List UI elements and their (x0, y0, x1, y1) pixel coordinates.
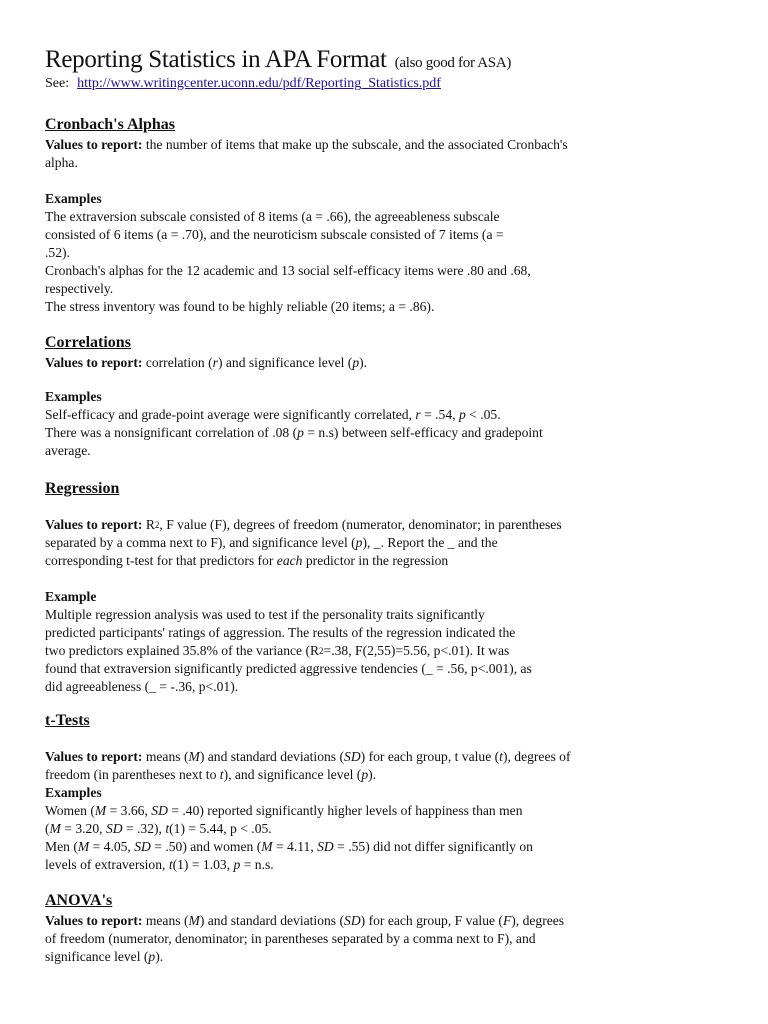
regression-example-label: Example (45, 589, 97, 604)
values-label: Values to report: (45, 913, 143, 928)
regression-heading: Regression (45, 480, 120, 497)
see-label: See: (45, 76, 70, 91)
ttests-example-2 (45, 820, 272, 838)
text: There was a nonsignificant correlation of .08 ( (45, 425, 298, 440)
text: two predictors explained 35.8% of the variance (R (45, 643, 320, 658)
text: ). (368, 767, 377, 782)
correlations-example-3: average. (45, 443, 91, 458)
anova-heading: ANOVA's (45, 892, 113, 909)
title-note: (also good for ASA) (394, 55, 512, 71)
correlations-heading: Correlations (45, 334, 131, 351)
symbol: M (94, 803, 107, 818)
regression-values-line-2 (45, 534, 498, 552)
symbol: SD (105, 821, 123, 836)
cronbach-values-line-2: alpha. (45, 155, 78, 170)
cronbach-example-6: The stress inventory was found to be highly reliable (20 items; a = .86). (45, 299, 435, 314)
text: ), degrees (511, 913, 565, 928)
correlations-example-1 (45, 406, 501, 424)
symbol: p (233, 857, 241, 872)
text: , F value (F), degrees of freedom (numerator, denominator; in parentheses (159, 517, 562, 532)
values-label: Values to report: (45, 137, 143, 152)
text: = 4.11, (275, 839, 314, 854)
text: ) for each group, F value ( (360, 913, 503, 928)
text: = 4.05, (92, 839, 131, 854)
text: ), degrees of (502, 749, 571, 764)
text: = .54, (424, 407, 456, 422)
text: corresponding t-test for that predictors for (45, 553, 274, 568)
anova-values-line-2: of freedom (numerator, denominator; in parentheses separated by a comma next to F), and (45, 931, 536, 946)
symbol: F (502, 913, 512, 928)
symbol: p (361, 767, 369, 782)
text: ). (155, 949, 164, 964)
symbol: SD (317, 839, 334, 854)
text: ). (359, 355, 368, 370)
text: ) and significance level ( (217, 355, 353, 370)
symbol: M (188, 749, 200, 764)
symbol: t (499, 749, 503, 764)
symbol: M (77, 839, 90, 854)
text: Women ( (45, 803, 95, 818)
values-label: Values to report: (45, 749, 143, 764)
values-label: Values to report: (45, 517, 143, 532)
text: ), _. Report the _ and the (362, 535, 498, 550)
text: (1) = 1.03, (172, 857, 231, 872)
text: correlation ( (145, 355, 213, 370)
symbol: t (165, 821, 170, 836)
regression-values-line-3 (45, 552, 448, 570)
text: means ( (145, 913, 189, 928)
text: R (145, 517, 155, 532)
text: = .55) did not differ significantly on (337, 839, 533, 854)
symbol: M (261, 839, 273, 854)
text: = .32), (125, 821, 162, 836)
cronbach-example-1: The extraversion subscale consisted of 8 items (a = .66), the agreeableness subscale (45, 209, 500, 224)
text: = n.s) between self-efficacy and gradepoint (307, 425, 543, 440)
correlations-values-line (45, 354, 367, 372)
symbol: SD (134, 839, 151, 854)
text: significance level ( (45, 949, 149, 964)
text: means ( (145, 749, 189, 764)
symbol: r (415, 407, 421, 422)
subscript: 2 (319, 646, 324, 656)
cronbach-values-line (45, 136, 568, 154)
emphasis: each (276, 553, 303, 568)
symbol: SD (151, 803, 168, 818)
ttests-example-3 (45, 838, 533, 856)
regression-example-1: Multiple regression analysis was used to test if the personality traits significantly (45, 607, 485, 622)
symbol: p (355, 535, 363, 550)
anova-values-line-3 (45, 948, 163, 966)
values-label: Values to report: (45, 355, 143, 370)
correlations-example-2 (45, 424, 543, 442)
text: ( (45, 821, 50, 836)
cronbach-example-2: consisted of 6 items (a = .70), and the neuroticism subscale consisted of 7 items (a = (45, 227, 504, 242)
text: ) and standard deviations ( (199, 913, 345, 928)
text: = 3.20, (64, 821, 103, 836)
text: separated by a comma next to F), and significance level ( (45, 535, 356, 550)
cronbach-example-3: .52). (45, 245, 70, 260)
text: < .05. (469, 407, 501, 422)
symbol: M (49, 821, 61, 836)
text: = .50) and women ( (154, 839, 262, 854)
symbol: p (352, 355, 360, 370)
text: ) and standard deviations ( (199, 749, 345, 764)
regression-example-5: did agreeableness (_ = -.36, p<.01). (45, 679, 239, 694)
regression-example-2: predicted participants' ratings of aggression. The results of the regression indicated the (45, 625, 516, 640)
text: = 3.66, (109, 803, 148, 818)
text: freedom (in parentheses next to (45, 767, 217, 782)
title-text: Reporting Statistics in APA Format (45, 46, 387, 73)
text: = .40) reported significantly higher levels of happiness than men (171, 803, 523, 818)
symbol: SD (344, 913, 361, 928)
ttests-example-4 (45, 856, 274, 874)
cronbach-example-5: respectively. (45, 281, 114, 296)
cronbach-examples-label: Examples (45, 191, 102, 206)
symbol: p (297, 425, 304, 440)
symbol: M (188, 913, 200, 928)
symbol: p (458, 407, 466, 422)
ttests-examples-label: Examples (45, 785, 102, 800)
cronbach-heading: Cronbach's Alphas (45, 116, 175, 133)
correlations-examples-label: Examples (45, 389, 102, 404)
text: Men ( (45, 839, 78, 854)
symbol: t (168, 857, 173, 872)
text: levels of extraversion, (45, 857, 166, 872)
text: ), and significance level ( (223, 767, 362, 782)
ttests-example-1 (45, 802, 523, 820)
regression-example-3 (45, 642, 509, 660)
text: (1) = 5.44, p < .05. (169, 821, 272, 836)
regression-example-4: found that extraversion significantly predicted aggressive tendencies (_ = .56, p<.001), as (45, 661, 532, 676)
symbol: r (212, 355, 218, 370)
page-title (45, 46, 511, 74)
ttests-values-line (45, 748, 571, 766)
text: predictor in the regression (305, 553, 449, 568)
regression-values-line (45, 516, 562, 534)
symbol: SD (344, 749, 361, 764)
symbol: t (219, 767, 224, 782)
text: = n.s. (243, 857, 274, 872)
ttests-values-line-2 (45, 766, 376, 784)
anova-values-line (45, 912, 564, 930)
see-line (45, 76, 441, 92)
text: Self-efficacy and grade-point average were significantly correlated, (45, 407, 412, 422)
text: =.38, F(2,55)=5.56, p<.01). It was (323, 643, 510, 658)
cronbach-values-text: the number of items that make up the subscale, and the associated Cronbach's (145, 137, 568, 152)
symbol: p (148, 949, 156, 964)
source-link[interactable]: http://www.writingcenter.uconn.edu/pdf/Reporting_Statistics.pdf (77, 76, 441, 91)
ttests-heading: t-Tests (45, 712, 90, 729)
subscript: 2 (154, 520, 160, 530)
text: ) for each group, t value ( (360, 749, 500, 764)
cronbach-example-4: Cronbach's alphas for the 12 academic and 13 social self-efficacy items were .80 and .68, (45, 263, 531, 278)
